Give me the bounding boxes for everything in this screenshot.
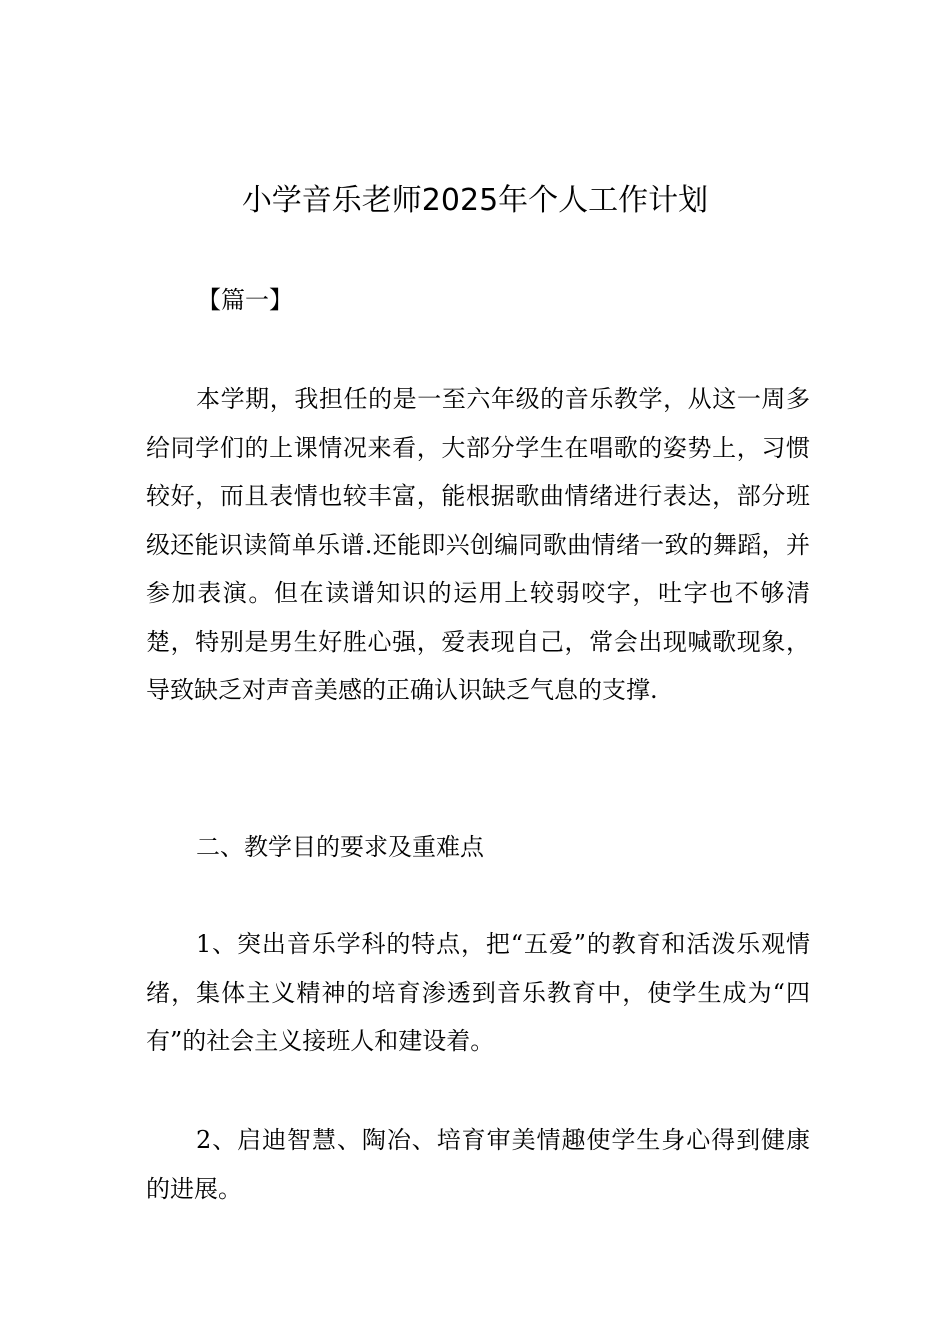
body-paragraph-item-1: 1、突出音乐学科的特点，把“五爱”的教育和活泼乐观情绪，集体主义精神的培育渗透到音乐教育中，使学生成为“四有”的社会主义接班人和建设着。 (146, 930, 810, 1055)
body-paragraph-item-2: 2、启迪智慧、陶冶、培育审美情趣使学生身心得到健康的进展。 (146, 1126, 810, 1203)
page-title: 小学音乐老师2025年个人工作计划 (241, 183, 709, 218)
section-label: 【篇一】 (197, 286, 293, 314)
section-heading-objectives: 二、教学目的要求及重难点 (196, 833, 484, 861)
body-paragraph-intro: 本学期，我担任的是一至六年级的音乐教学，从这一周多给同学们的上课情况来看，大部分学生在唱歌的姿势上，习惯较好，而且表情也较丰富，能根据歌曲情绪进行表达，部分班级还能识读简单乐谱.还能即兴创编同歌曲情绪一致的舞蹈，并参加表演。但在读谱知识的运用上较弱咬字，吐字也不够清楚，特别是男生好胜心强，爱表现自己，常会出现喊歌现象，导致缺乏对声音美感的正确认识缺乏气息的支撑. (146, 385, 810, 704)
